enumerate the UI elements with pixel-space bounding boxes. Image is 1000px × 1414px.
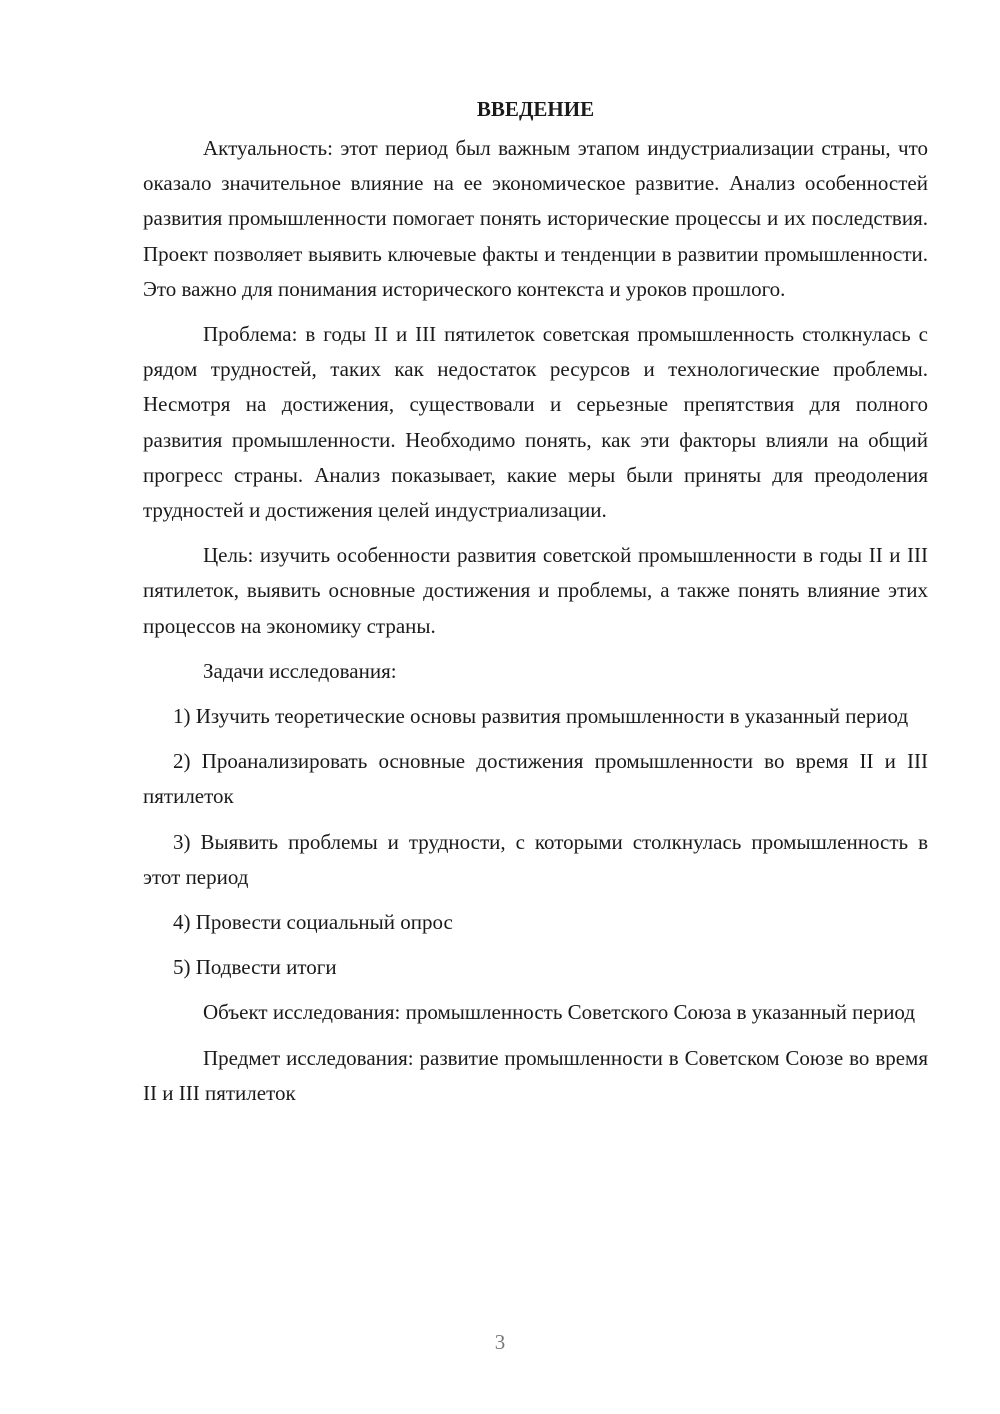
task-item-4: 4) Провести социальный опрос [173,910,453,935]
tasks-title: Задачи исследования: [203,658,397,683]
task-item-2: 2) Проанализировать основные достижения промышленности во время II и III пятилеток [143,749,928,809]
problem-paragraph: Проблема: в годы II и III пятилеток советская промышленность столкнулась с рядом трудностей, таких как недостаток ресурсов и технологические проблемы. Несмотря на достижения, существовали и серьезные препятствия для полного развития промышленности. Необходимо понять, как эти факторы влияли на общий прогресс страны. Анализ показывает, какие меры были приняты для преодоления трудностей и достижения целей индустриализации. [143,322,928,523]
document-page [143,92,928,1121]
subject-paragraph: Предмет исследования: развитие промышленности в Советском Союзе во время II и III пятилеток [143,1045,928,1105]
object-paragraph: Объект исследования: промышленность Советского Союза в указанный период [203,1000,916,1025]
page-title: ВВЕДЕНИЕ [476,97,595,121]
goal-paragraph: Цель: изучить особенности развития советской промышленности в годы II и III пятилеток, выявить основные достижения и проблемы, а также понять влияние этих процессов на экономику страны. [143,543,928,638]
relevance-paragraph: Актуальность: этот период был важным этапом индустриализации страны, что оказало значительное влияние на ее экономическое развитие. Анализ особенностей развития промышленности помогает понять исторические процессы и их последствия. Проект позволяет выявить ключевые факты и тенденции в развитии промышленности. Это важно для понимания исторического контекста и уроков прошлого. [143,136,928,301]
page-number: 3 [494,1330,506,1354]
task-item-1: 1) Изучить теоретические основы развития промышленности в указанный период [173,704,909,729]
task-item-3: 3) Выявить проблемы и трудности, с которыми столкнулась промышленность в этот период [143,829,928,889]
task-item-5: 5) Подвести итоги [173,955,337,980]
